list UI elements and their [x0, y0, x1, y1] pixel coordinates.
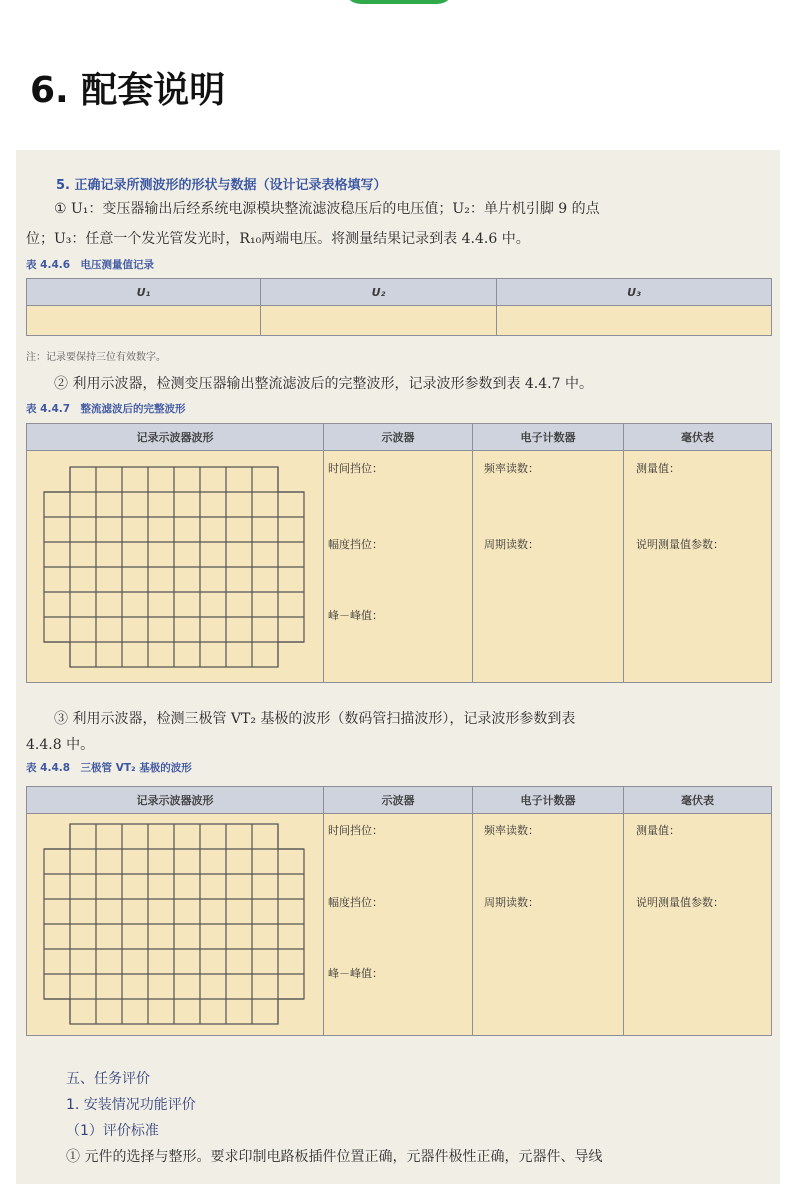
table-446-cell-u2[interactable]: [261, 306, 497, 336]
table-448-frequency-label: 频率读数：: [484, 824, 539, 837]
table-446-header-u3: U₃: [497, 279, 772, 306]
table-448-period-label: 周期读数：: [484, 896, 539, 909]
table-447-time-label: 时间挡位：: [328, 462, 383, 475]
table-447-oscilloscope-grid: [42, 465, 306, 669]
table-448-millivoltmeter-cell[interactable]: [624, 814, 772, 1036]
table-448-param-label: 说明测量值参数：: [636, 896, 724, 909]
evaluation-item-1: ① 元件的选择与整形。要求印制电路板插件位置正确，元器件极性正确，元器件、导线: [66, 1149, 603, 1165]
top-green-logo: [343, 0, 455, 4]
table-448-header-counter: 电子计数器: [473, 787, 624, 814]
table-448-header-millivoltmeter: 毫伏表: [624, 787, 772, 814]
table-448-oscilloscope-cell[interactable]: [324, 814, 473, 1036]
table-446-header-u1: U₁: [27, 279, 261, 306]
table-447-millivoltmeter-cell[interactable]: [624, 451, 772, 683]
evaluation-criteria: （1）评价标准: [66, 1123, 159, 1139]
table-447-period-label: 周期读数：: [484, 538, 539, 551]
table-448-caption: 表 4.4.8 三极管 VT₂ 基极的波形: [26, 762, 192, 774]
page-title: 6. 配套说明: [30, 70, 226, 111]
scanned-page: [16, 150, 780, 1184]
table-447-oscilloscope-cell[interactable]: [324, 451, 473, 683]
table-446-note: 注：记录要保持三位有效数字。: [26, 352, 166, 363]
table-446-cell-u1[interactable]: [27, 306, 261, 336]
table-447-counter-cell[interactable]: [473, 451, 624, 683]
table-448-oscilloscope-grid: [42, 822, 306, 1026]
table-448-peak-label: 峰－峰值：: [328, 967, 383, 980]
table-448-measured-label: 测量值：: [636, 824, 680, 837]
paragraph-3-line-1: ③ 利用示波器，检测三极管 VT₂ 基极的波形（数码管扫描波形），记录波形参数到表: [54, 711, 576, 727]
table-447-amplitude-label: 幅度挡位：: [328, 538, 383, 551]
table-446-header-u2: U₂: [261, 279, 497, 306]
table-446-caption: 表 4.4.6 电压测量值记录: [26, 259, 155, 271]
table-446-cell-u3[interactable]: [497, 306, 772, 336]
table-447-header-waveform: 记录示波器波形: [27, 424, 324, 451]
evaluation-heading: 五、任务评价: [66, 1071, 150, 1087]
table-446: [26, 278, 772, 336]
table-448-counter-cell[interactable]: [473, 814, 624, 1036]
table-447-param-label: 说明测量值参数：: [636, 538, 724, 551]
table-448-time-label: 时间挡位：: [328, 824, 383, 837]
table-447-peak-label: 峰－峰值：: [328, 609, 383, 622]
table-447-frequency-label: 频率读数：: [484, 462, 539, 475]
table-448-header-waveform: 记录示波器波形: [27, 787, 324, 814]
table-447-header-millivoltmeter: 毫伏表: [624, 424, 772, 451]
table-447-header-counter: 电子计数器: [473, 424, 624, 451]
paragraph-3-line-2: 4.4.8 中。: [26, 737, 95, 753]
table-448-header-oscilloscope: 示波器: [324, 787, 473, 814]
section-title: 5. 正确记录所测波形的形状与数据（设计记录表格填写）: [56, 178, 387, 193]
table-447-header-oscilloscope: 示波器: [324, 424, 473, 451]
paragraph-1-line-2: 位；U₃：任意一个发光管发光时，R₁₀两端电压。将测量结果记录到表 4.4.6 中。: [26, 231, 530, 247]
evaluation-subheading: 1. 安装情况功能评价: [66, 1097, 196, 1113]
table-447-caption: 表 4.4.7 整流滤波后的完整波形: [26, 403, 186, 415]
table-447-measured-label: 测量值：: [636, 462, 680, 475]
paragraph-2: ② 利用示波器，检测变压器输出整流滤波后的完整波形，记录波形参数到表 4.4.7 中。: [54, 376, 593, 392]
table-448-amplitude-label: 幅度挡位：: [328, 896, 383, 909]
paragraph-1-line-1: ① U₁：变压器输出后经系统电源模块整流滤波稳压后的电压值；U₂：单片机引脚 9 的点: [54, 201, 600, 217]
